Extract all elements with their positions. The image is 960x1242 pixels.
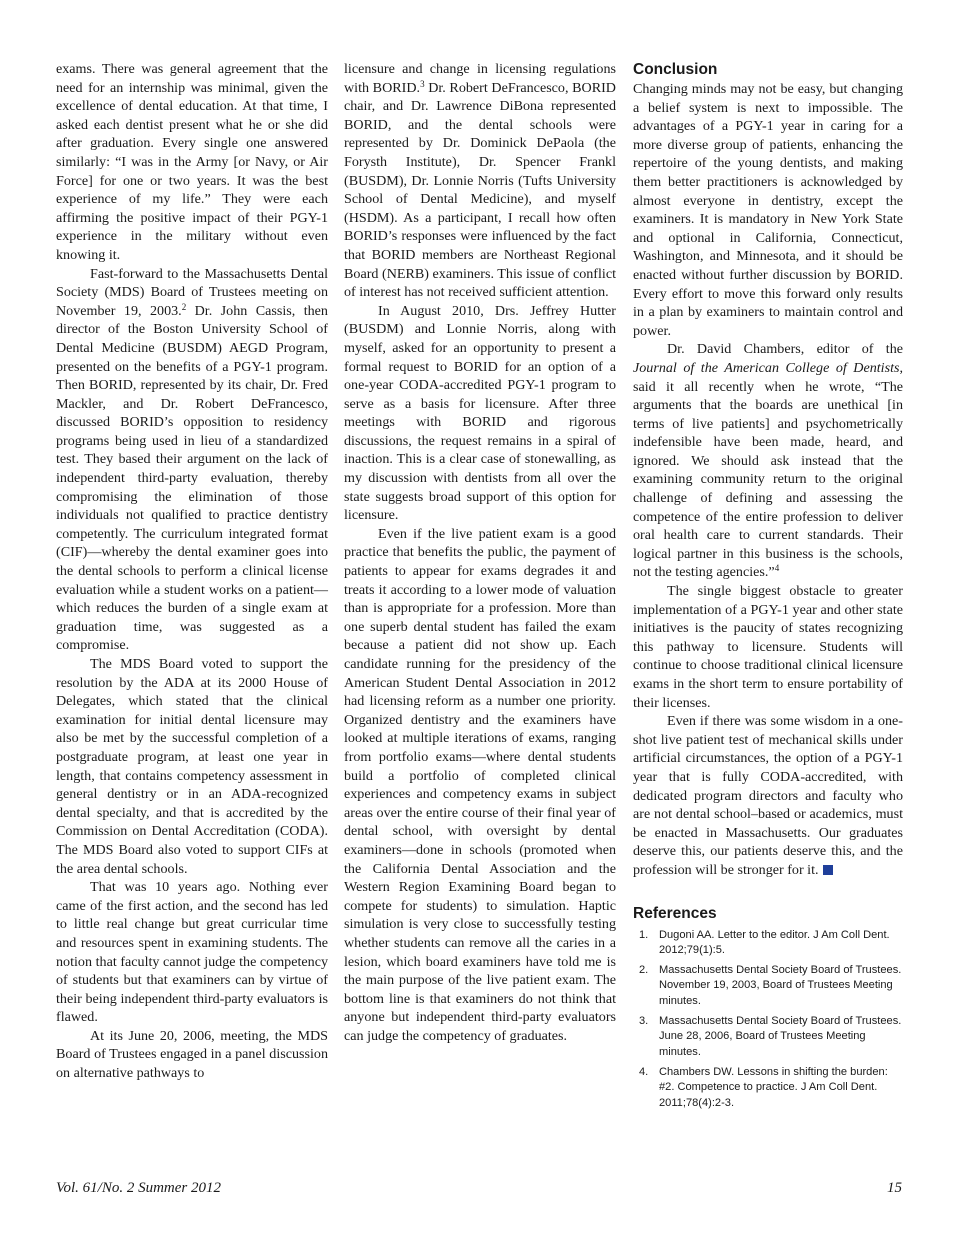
footer-page-number: 15: [887, 1180, 902, 1196]
col2-paragraph-3: Even if the live patient exam is a good practice that benefits the public, the payment of patients to appear for exams degrades it and treats it according to a lower mode of valuation than is appropriate for a profession. More than one superb dental student has failed the exam because a patient did not show up. Each candidate running for the presidency of the American Student Dental Association in 2012 had licensing reform as a number one priority. Organized dentistry and the examiners have looked at multiple iterations of exams, ranging from portfolio exams—where dental students build a portfolio of completed clinical experiences and competency exams in subject areas over the entire course of their final year of dental school, with oversight by dental examiners—done in schools (promoted when the California Dental Association and the Western Region Examining Board began to compete for students) to simulation. Haptic simulation is very close to successfully testing whether students can remove all the caries in a lesion, which board examiners have told me is the main purpose of the live patient exam. The bottom line is that examiners do not think that anyone but independent third-party evaluators can judge the competency of graduates.: [344, 525, 616, 1044]
col1-paragraph-2-text-b: Dr. John Cassis, then director of the Boston University School of Dental Medicine (BUSDM) AEGD Program, presented on the benefits of a PGY-1 program. Then BORID, represented by its chair, Dr. Fred Mackler, and Dr. Robert DeFrancesco, discussed BORID’s opposition to residency programs being used in lieu of a standardized test. They based their argument on the lack of independent third-party evaluation, thereby compromising the elimination of those individuals not qualified to practice dentistry competently. The curriculum integrated format (CIF)—whereby the dental examiner goes into the dental schools to perform a clinical license evaluation while a student works on a patient—which reduces the burden of a single exam at graduation time, was suggested as a compromise.: [56, 302, 328, 654]
reference-text: Massachusetts Dental Society Board of Trustees. June 28, 2006, Board of Trustees Meeting minutes.: [659, 1015, 902, 1058]
reference-text: Massachusetts Dental Society Board of Trustees. November 19, 2003, Board of Trustees Meeting minutes.: [659, 964, 902, 1007]
column-2: [344, 60, 616, 1045]
footer-issue-info: Vol. 61/No. 2 Summer 2012: [56, 1180, 221, 1196]
journal-title: Journal of the American College of Dentists: [633, 359, 900, 376]
conclusion-paragraph-1: Changing minds may not be easy, but changing a belief system is next to impossible. The advantages of a PGY-1 year in caring for a more diverse group of patients, enhancing the repertoire of the young dentists, and making them better practitioners is acknowledged by almost everyone in dentistry, except the examiners. It is mandatory in New York State and optional in California, Connecticut, Washington, and Minnesota, and it should be enacted without further discussion by BORID. Every effort to move this forward only results in a plan by examiners to maintain control and power.: [633, 81, 903, 339]
reference-item: [633, 928, 903, 959]
col1-paragraph-2-text-a: Fast-forward to the Massachusetts Dental Society (MDS) Board of Trustees meeting on November 19, 2003.: [56, 265, 328, 319]
col1-paragraph-2: [56, 265, 328, 655]
reference-text: Chambers DW. Lessons in shifting the burden: #2. Competence to practice. J Am Coll Dent. 2011;78(4):2-3.: [659, 1065, 888, 1109]
col1-paragraph-3: The MDS Board voted to support the resolution by the ADA at its 2000 House of Delegates, which stated that the clinical examination for initial dental licensure may also be met by the successful completion of a postgraduate program, at least one year in length, that contains competency assessment in general dentistry or in an ADA-recognized dental specialty, and that is accredited by the Commission on Dental Accreditation (CODA). The MDS Board also voted to support CIFs at the area dental schools.: [56, 656, 328, 877]
reference-number: 4.: [639, 1065, 649, 1078]
citation-3: 3: [420, 78, 425, 89]
conclusion-paragraph-2-text-a: Dr. David Chambers, editor of the: [667, 341, 903, 358]
col2-paragraph-2: In August 2010, Drs. Jeffrey Hutter (BUSDM) and Lonnie Norris, along with myself, asked for an opportunity to present a formal request to BORID for an option of a one-year CODA-accredited PGY-1 program to serve as a basis for licensure. After three meetings with BORID and rigorous discussions, the request remains in a spiral of inaction. This is a clear case of stonewalling, as my discussion with dentists from all over the state suggests broad support of this option for licensure.: [344, 302, 616, 524]
conclusion-paragraph-3: The single biggest obstacle to greater implementation of a PGY-1 year and other state initiatives is the paucity of states recognizing this pathway to licensure. Students will continue to choose traditional clinical licensure exams in the short term to ensure portability of their licenses.: [633, 583, 903, 711]
citation-4: 4: [774, 563, 780, 574]
references-list: [633, 928, 903, 1111]
reference-number: 2.: [639, 964, 649, 977]
end-of-article-square-icon: [823, 865, 833, 875]
col1-paragraph-4: That was 10 years ago. Nothing ever came of the first action, and the second has led to little real change but great curricular time and resources spent in examining students. The notion that faculty cannot judge the competency of students but that examiners can by virtue of their being independent third-party evaluators is flawed.: [56, 879, 328, 1026]
conclusion-heading: Conclusion: [633, 61, 718, 78]
conclusion-paragraph-2-text-b: , said it all recently when he wrote, “The arguments that the boards are unethical [in terms of live patients] and psychometrically indefensible have been made, heard, and ignored. We should ask instead that the examining community return to the original challenge of defining and assessing the competence of the entire profession to deliver oral health care to current standards. Their logical partner in this business is the schools, not the testing agencies.”: [633, 359, 903, 581]
conclusion-paragraph-4-text: Even if there was some wisdom in a one-shot live patient test of mechanical skills under artificial circumstances, the option of a PGY-1 year that is fully CODA-accredited, with dedicated program directors and faculty who are not dental school–based or academics, must be enacted in Massachusetts. Our graduates deserve this, our patients deserve this, and the profession will be stronger for it.: [633, 713, 903, 878]
references-heading: References: [633, 904, 717, 922]
column-1: [56, 60, 328, 1083]
reference-number: 1.: [639, 928, 649, 941]
reference-number: 3.: [639, 1015, 649, 1028]
col2-paragraph-1: [344, 60, 616, 302]
col1-paragraph-5: At its June 20, 2006, meeting, the MDS Board of Trustees engaged in a panel discussion on alternative pathways to: [56, 1027, 328, 1082]
reference-text: Dugoni AA. Letter to the editor. J Am Coll Dent. 2012;79(1):5.: [659, 928, 890, 956]
citation-2: 2: [181, 301, 187, 312]
col2-paragraph-1-text-a: licensure and change in licensing regulations with BORID.: [344, 61, 616, 96]
conclusion-paragraph-4: [633, 712, 903, 879]
conclusion-paragraph-2: [633, 340, 903, 582]
col1-paragraph-1: exams. There was general agreement that the need for an internship was minimal, given the excellence of dental education. At that time, I asked each dentist present what he or she did after graduation. Every single one answered similarly: “I was in the Army [or Navy, or Air Force] for one or two years. It was the best experience of my life.” They were each affirming the positive impact of their PGY-1 experience in the military without even knowing it.: [56, 61, 328, 263]
reference-item: [633, 1065, 903, 1111]
column-3: [633, 60, 903, 1116]
reference-item: [633, 963, 903, 1009]
reference-item: [633, 1014, 903, 1060]
col2-paragraph-1-text-b: Dr. Robert DeFrancesco, BORID chair, and Dr. Lawrence DiBona represented BORID, and the dental schools were represented by Dr. Dominick DePaola (the Forysth Institute), Dr. Spencer Frankl (BUSDM), Dr. Lonnie Norris (Tufts University School of Dental Medicine), and myself (HSDM). As a participant, I recall how often BORID’s responses were influenced by the fact that BORID members are Northeast Regional Board (NERB) examiners. This issue of conflict of interest has not received sufficient attention.: [344, 79, 616, 301]
